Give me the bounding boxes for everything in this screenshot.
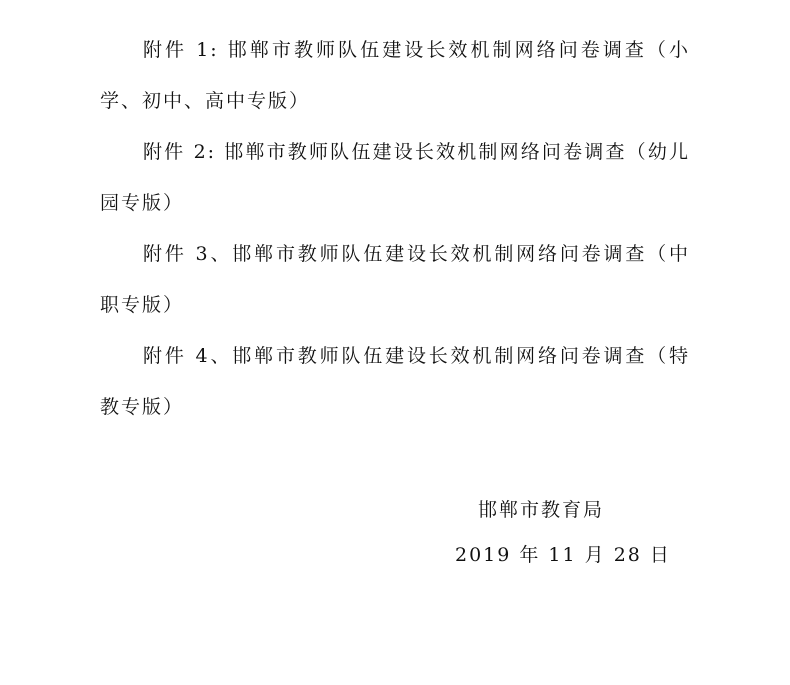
attachment-3: 附件 3、邯郸市教师队伍建设长效机制网络问卷调查（中职专版） xyxy=(100,243,690,316)
attachment-2: 附件 2: 邯郸市教师队伍建设长效机制网络问卷调查（幼儿园专版） xyxy=(100,141,690,214)
attachment-1: 附件 1: 邯郸市教师队伍建设长效机制网络问卷调查（小学、初中、高中专版） xyxy=(100,39,690,112)
issue-date: 2019 年 11 月 28 日 xyxy=(455,544,671,566)
issuer-name: 邯郸市教育局 xyxy=(478,499,605,521)
attachment-4: 附件 4、邯郸市教师队伍建设长效机制网络问卷调查（特教专版） xyxy=(100,345,690,418)
